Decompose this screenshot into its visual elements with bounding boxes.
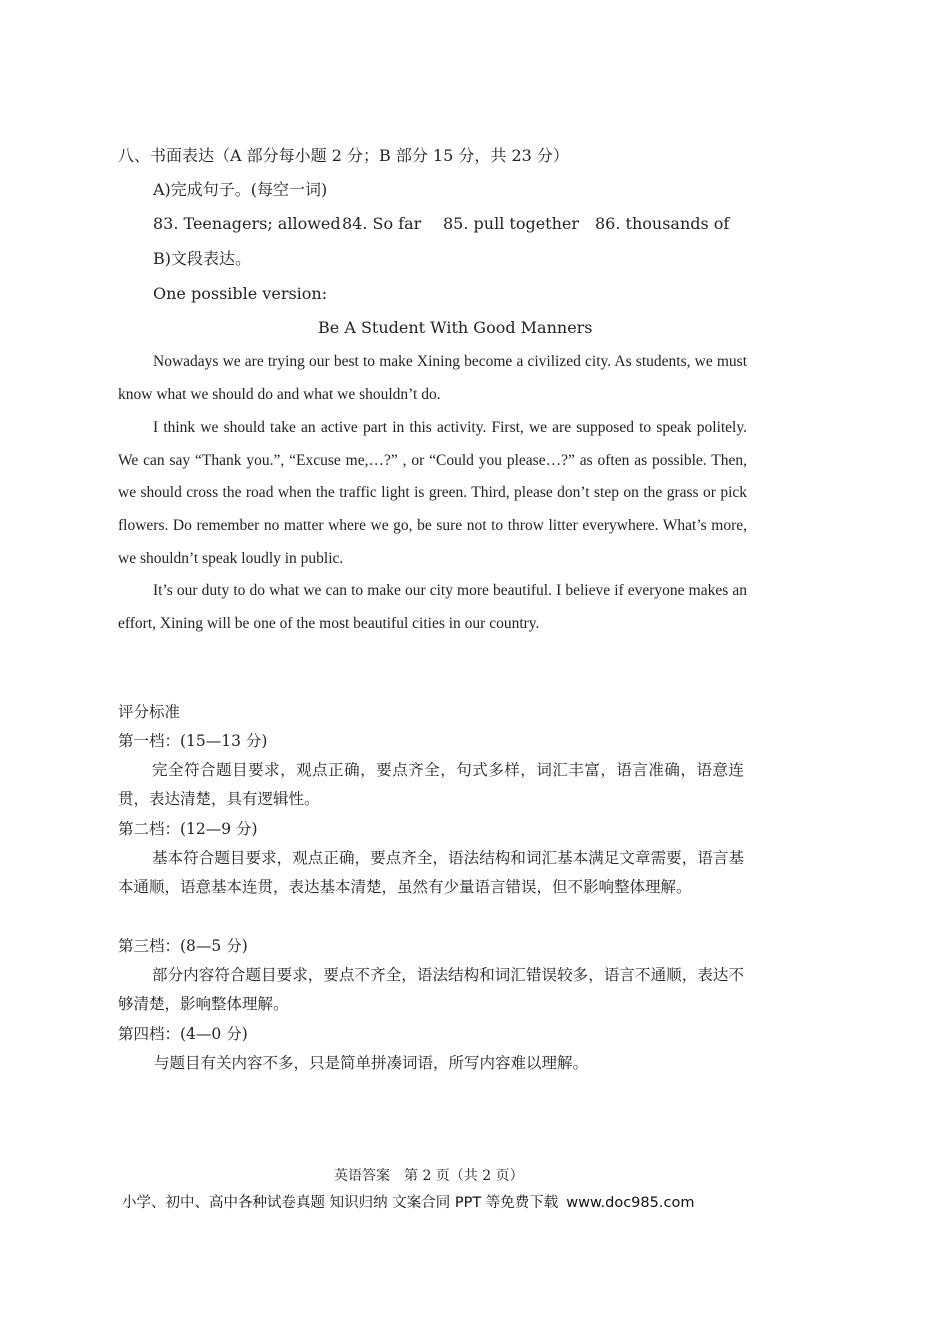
part-a-label: A)完成句子。(每空一词)	[153, 180, 328, 199]
answer-list	[153, 214, 729, 234]
rubric-level-2-text: 基本符合题目要求，观点正确，要点齐全，语法结构和词汇基本满足文章需要，语言基本通顺，语意基本连贯，表达基本清楚，虽然有少量语言错误，但不影响整体理解。	[118, 849, 744, 896]
answer-86: 86. thousands of	[595, 214, 730, 233]
watermark-text: 小学、初中、高中各种试卷真题 知识归纳 文案合同 PPT 等免费下载	[122, 1195, 559, 1211]
essay-paragraph-2: I think we should take an active part in this activity. First, we are supposed to speak politely. We can say “Thank you.”, “Excuse me,…?” , or “Could you please…?” as often as possible. Then, we should cross the road when the traffic light is green. Third, please don’t step on the grass or pick flowers. Do remember no matter where we go, be sure not to throw litter everywhere. What’s more, we shouldn’t speak loudly in public.	[118, 419, 747, 567]
part-b-label: B)文段表达。	[153, 249, 252, 268]
rubric-level-1-text: 完全符合题目要求，观点正确，要点齐全，句式多样，词汇丰富，语言准确，语意连贯，表达清楚，具有逻辑性。	[118, 761, 744, 808]
essay-paragraph-3: It’s our duty to do what we can to make our city more beautiful. I believe if everyone makes an effort, Xining will be one of the most beautiful cities in our country.	[118, 582, 747, 632]
watermark-url[interactable]: www.doc985.com	[566, 1195, 695, 1211]
answer-84: 84. So far	[342, 214, 422, 233]
section-title: 八、书面表达（A 部分每小题 2 分；B 部分 15 分，共 23 分）	[118, 146, 569, 165]
rubric-level-3-text: 部分内容符合题目要求，要点不齐全，语法结构和词汇错误较多，语言不通顺，表达不够清楚，影响整体理解。	[118, 966, 744, 1013]
rubric-level-2-label: 第二档：(12—9 分)	[118, 820, 258, 838]
essay-paragraph-1: Nowadays we are trying our best to make Xining become a civilized city. As students, we must know what we should do and what we shouldn’t do.	[118, 353, 747, 403]
version-label: One possible version:	[153, 284, 328, 303]
rubric-level-3-label: 第三档：(8—5 分)	[118, 937, 248, 955]
rubric-level-1-label: 第一档：(15—13 分)	[118, 732, 268, 750]
watermark-line	[122, 1191, 694, 1212]
rubric-level-4-label: 第四档：(4—0 分)	[118, 1025, 248, 1043]
rubric-level-4-text: 与题目有关内容不多，只是简单拼凑词语，所写内容难以理解。	[154, 1054, 589, 1072]
rubric-title: 评分标准	[118, 703, 181, 721]
essay-title: Be A Student With Good Manners	[318, 318, 593, 337]
answer-83: 83. Teenagers; allowed	[153, 214, 341, 233]
answer-85: 85. pull together	[443, 214, 580, 233]
page-footer: 英语答案 第 2 页（共 2 页）	[334, 1168, 524, 1184]
